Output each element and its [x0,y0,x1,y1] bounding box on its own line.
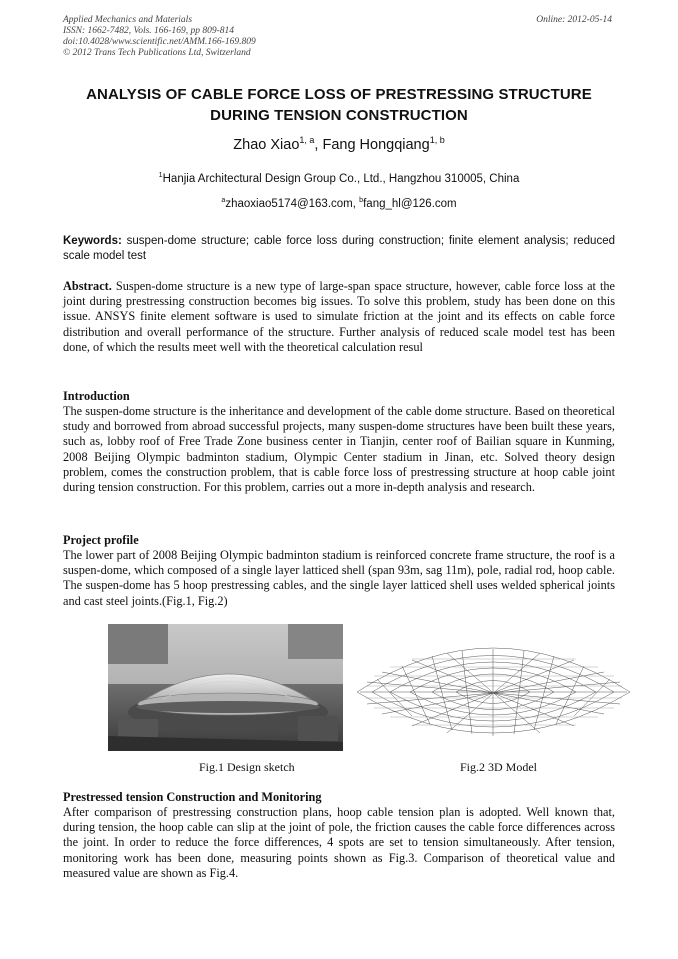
doi-line: doi:10.4028/www.scientific.net/AMM.166-169.809 [63,37,256,47]
figure-1-caption: Fig.1 Design sketch [199,760,295,774]
author-2: Fang Hongqiang [322,137,430,153]
paper-title [63,84,615,126]
keywords-label: Keywords: [63,235,122,247]
email-a-mark: a [221,196,226,205]
prestressed-text: After comparison of prestressing construction plans, hoop cable tension plan is adopted. Well known that, during tension, the hoop cable can slip at the joint of pole, the friction causes the cable force differences across the joint. In order to reduce the force differences, 4 spots are set to tension simultaneously. After tension, monitoring work has been done, measuring points shown as Fig.3. Comparison of theoretical value and measured value are shown as Fig.4. [63,805,615,880]
copyright-line: © 2012 Trans Tech Publications Ltd, Switzerland [63,48,251,58]
author-separator: , [314,137,323,153]
introduction-heading: Introduction [63,389,130,403]
affiliation-mark: 1 [158,171,163,180]
introduction-text: The suspen-dome structure is the inheritance and development of the cable dome structure. Based on theoretical study and borrowed from abroad successful projects, many suspen-dome structures have been built these years, such as, lobby roof of Free Trade Zone business center in Tianjin, center roof of Bailian square in Kunming, 2008 Beijing Olympic badminton stadium, Olympic Center stadium in Jinan, etc. Solved theory design problem, comes the construction problem, that is cable force loss of prestressing structure at hoop cable joint during tension construction. For this problem, carries out a more in-depth analysis and research. [63,404,615,495]
author-list [63,137,615,153]
project-profile-text: The lower part of 2008 Beijing Olympic badminton stadium is reinforced concrete frame structure, the roof is a suspen-dome, which composed of a single layer latticed shell (span 93m, sag 11m), pole, radial rod, hoop cable. The suspen-dome has 5 hoop prestressing cables, and the single layer latticed shell uses welded spherical joints and cast steel joints.(Fig.1, Fig.2) [63,548,615,608]
affiliation-text: Hanjia Architectural Design Group Co., Ltd., Hangzhou 310005, China [162,173,520,185]
project-profile-heading: Project profile [63,533,139,547]
journal-name: Applied Mechanics and Materials [63,15,193,25]
email-a: zhaoxiao5174@163.com, [225,198,360,210]
email-b-mark: b [359,196,364,205]
author-2-affil: 1, b [429,135,445,146]
figure-2-caption: Fig.2 3D Model [460,760,538,774]
email-b: fang_hl@126.com [363,198,457,210]
journal-header [63,15,256,59]
affiliation [63,173,615,185]
abstract [63,279,615,355]
abstract-text: Suspen-dome structure is a new type of large-span space structure, however, cable force loss at the joint during prestressing construction becomes big issues. To solve this problem, study has been done on this issue. ANSYS finite element software is used to simulate friction at the joint and its effects on cable force distribution and overall performance of the structure. Further analysis of reduced scale model test has been done, of which the results meet well with the theoretical calculation resul [63,279,615,354]
author-emails [63,198,615,210]
prestressed-heading: Prestressed tension Construction and Monitoring [63,790,322,804]
title-line-2: DURING TENSION CONSTRUCTION [210,107,468,124]
abstract-label: Abstract. [63,279,112,293]
keywords-text: suspen-dome structure; cable force loss during construction; finite element analysis; reduced scale model test [63,235,615,262]
author-1: Zhao Xiao [233,137,300,153]
latticed-shell-3d-model [352,624,635,754]
online-date: Online: 2012-05-14 [536,15,612,25]
title-line-1: ANALYSIS OF CABLE FORCE LOSS OF PRESTRESSING STRUCTURE [86,86,592,103]
keywords [63,234,615,264]
author-1-affil: 1, a [299,135,315,146]
stadium-design-sketch [108,624,343,751]
issn-line: ISSN: 1662-7482, Vols. 166-169, pp 809-814 [63,26,234,36]
